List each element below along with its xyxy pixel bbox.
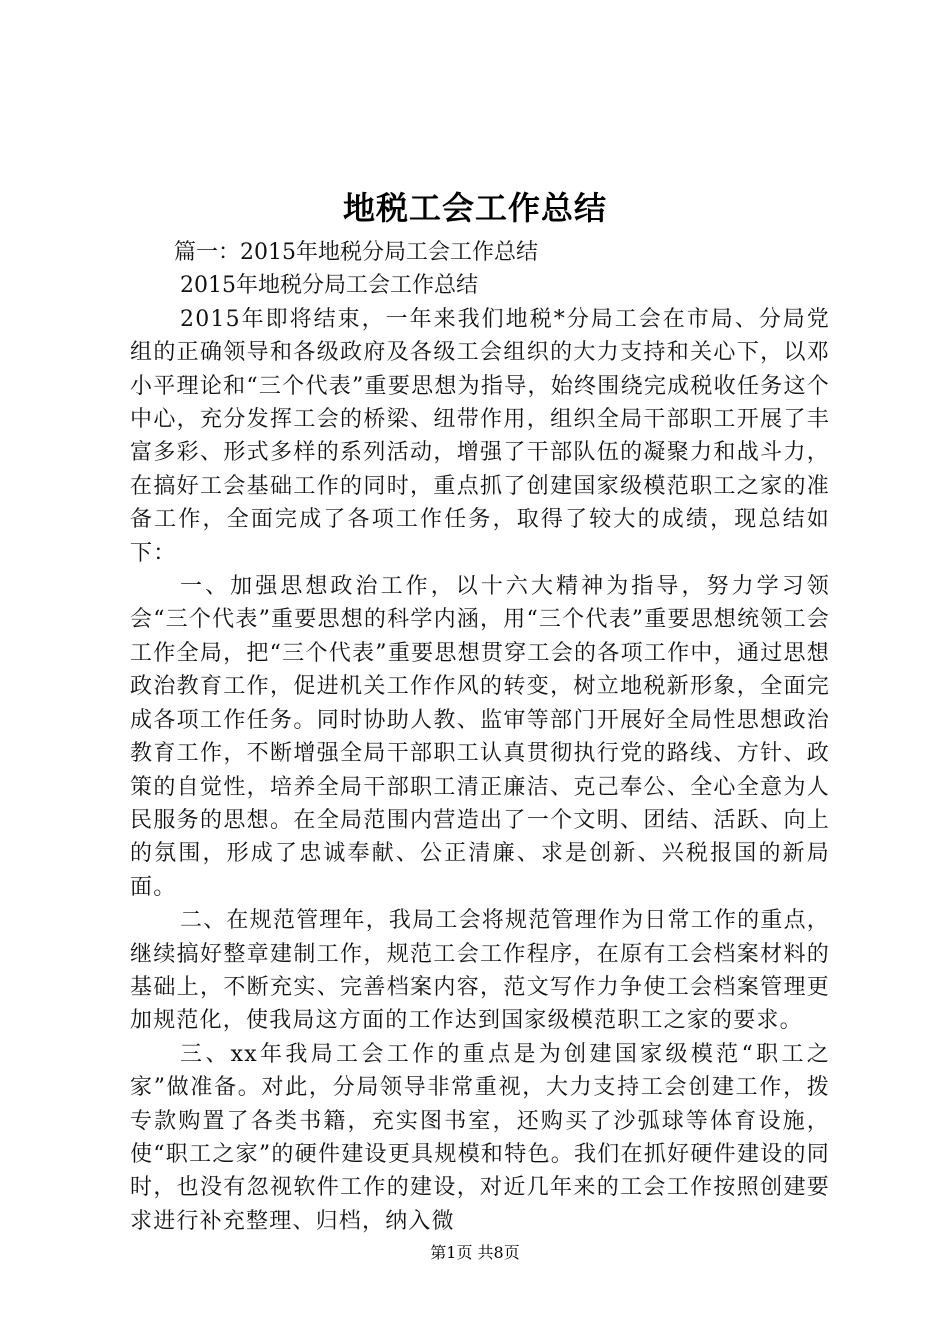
page-number-footer: 第1页 共8页: [430, 1243, 520, 1262]
paragraph-section-3: 三、xx年我局工会工作的重点是为创建国家级模范“职工之家”做准备。对此，分局领导非常重视，大力支持工会创建工作，拨专款购置了各类书籍，充实图书室，还购买了沙弧球等体育设施，使“职工之家”的硬件建设更具规模和特色。我们在抓好硬件建设的同时，也没有忽视软件工作的建设，对近几年来的工会工作按照创建要求进行补充整理、归档，纳入微: [130, 1041, 830, 1234]
subheading-chapter: 篇一：2015年地税分局工会工作总结: [174, 240, 538, 265]
document-body: [130, 236, 830, 1238]
paragraph-intro: 2015年即将结束，一年来我们地税*分局工会在市局、分局党组的正确领导和各级政府及各级工会组织的大力支持和关心下，以邓小平理论和“三个代表”重要思想为指导，始终围绕完成税收任务这个中心，充分发挥工会的桥梁、纽带作用，组织全局干部职工开展了丰富多彩、形式多样的系列活动，增强了干部队伍的凝聚力和战斗力，在搞好工会基础工作的同时，重点抓了创建国家级模范职工之家的准备工作，全面完成了各项工作任务，取得了较大的成绩，现总结如下：: [130, 306, 830, 566]
document-title: 地税工会工作总结: [342, 189, 607, 227]
paragraph-section-2: 二、在规范管理年，我局工会将规范管理作为日常工作的重点，继续搞好整章建制工作，规范工会工作程序，在原有工会档案材料的基础上，不断充实、完善档案内容，范文写作力争使工会档案管理更加规范化，使我局这方面的工作达到国家级模范职工之家的要求。: [130, 908, 830, 1034]
paragraph-section-1: 一、加强思想政治工作，以十六大精神为指导，努力学习领会“三个代表”重要思想的科学内涵，用“三个代表”重要思想统领工会工作全局，把“三个代表”重要思想贯穿工会的各项工作中，通过思想政治教育工作，促进机关工作作风的转变，树立地税新形象，全面完成各项工作任务。同时协助人教、监审等部门开展好全局性思想政治教育工作，不断增强全局干部职工认真贯彻执行党的路线、方针、政策的自觉性，培养全局干部职工清正廉洁、克己奉公、全心全意为人民服务的思想。在全局范围内营造出了一个文明、团结、活跃、向上的氛围，形成了忠诚奉献、公正清廉、求是创新、兴税报国的新局面。: [130, 574, 830, 900]
subheading-article-title: 2015年地税分局工会工作总结: [180, 273, 478, 299]
